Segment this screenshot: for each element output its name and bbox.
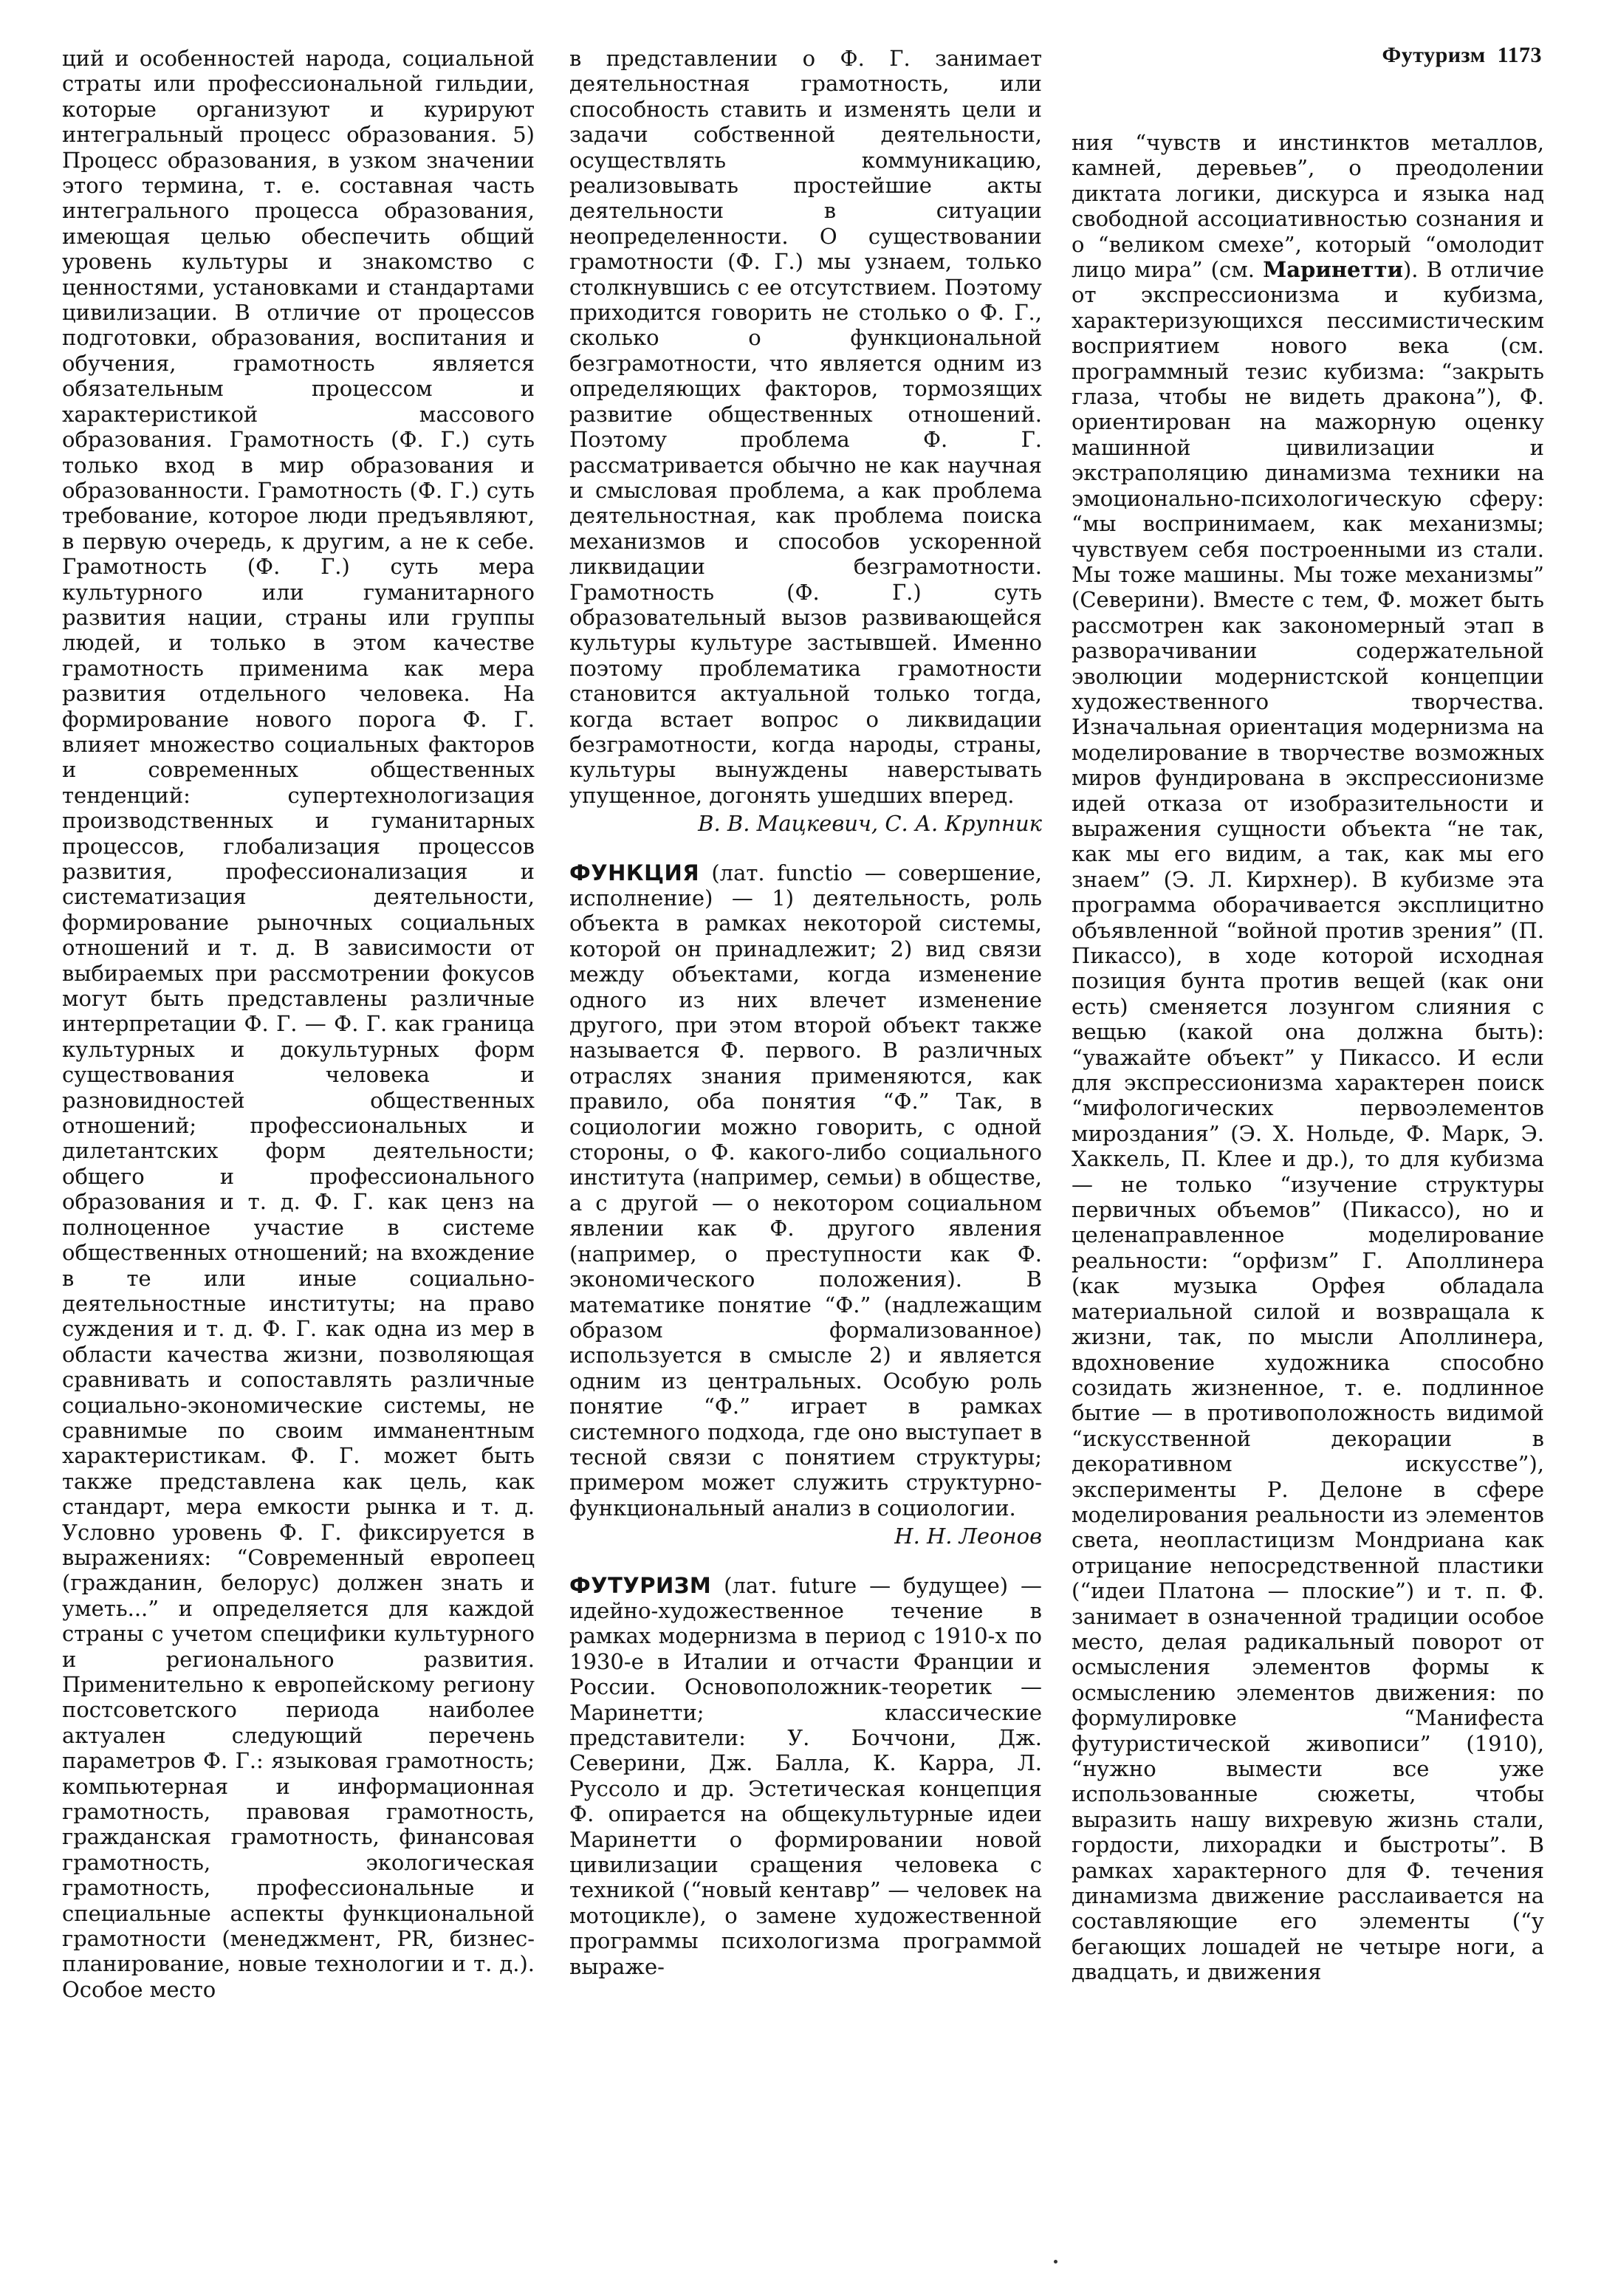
entry-text: ). В отличие от экспрессионизма и кубизма, характеризующихся пессимистическим восприятием нового века (см. программный тезис кубизма: “закрыть глаза, чтобы не видеть дракона”), Ф. ориентирован на мажорную оценку машинной цивилизации и экстраполяцию динамизма техники на эмоционально-психологическую сферу: “мы воспринимаем, как механизмы; чувствуем себя построенными из стали. Мы тоже машины. Мы тоже механизмы” (Северини). Вместе с тем, Ф. может быть рассмотрен как закономерный этап в разворачивании содержательной эволюции модернистской концепции художественного творчества. Изначальная ориентация модернизма на моделирование в творчестве возможных миров фундирована в экспрессионизме идей отказа от изобразительности и выражения сущности объекта “не так, как мы его видим, а так, как мы его знаем” (Э. Л. Кирхнер). В кубизме эта программа оборачивается эксплицитно объявленной “войной против зрения” (П. Пикассо), в ходе которой исходная позиция бунта против вещей (как они есть) сменяется лозунгом слияния с вещью (какой она должна быть): “уважайте объект” у Пикассо. И если для экспрессионизма характерен поиск “мифологических первоэлементов мироздания” (Э. Х. Нольде, Ф. Марк, Э. Хаккель, П. Клее и др.), то для кубизма — не только “изучение структуры первичных объемов” (Пикассо), но и целенаправленное моделирование реальности: “орфизм” Г. Аполлинера (как музыка Орфея обладала материальной силой и возвращала к жизни, так, по мысли Аполлинера, вдохновение художника способно созидать жизненное, т. е. подлинное бытие — в противоположность видимой “искусственной декорации в декоративном искусстве”), эксперименты Р. Делоне в сфере моделирования реальности из элементов света, неопластицизм Мондриана как отрицание непосредственной пластики (“идеи Платона — плоские”) и т. п. Ф. занимает в означенной традиции особое место, делая радикальный поворот от осмысления элементов формы к осмыслению элементов движения: по формулировке “Манифеста футуристической живописи” (1910), “нужно вымести все уже использованные сюжеты, чтобы выразить нашу вихревую жизнь стали, гордости, лихорадки и быстроты”. В рамках характерного для Ф. течения динамизма движение расслаивается на составляющие его элементы (“у бегающих лошадей не четыре ноги, а двадцать, и движения <box>1072 257 1544 1985</box>
entry-term: ФУТУРИЗМ <box>569 1572 712 1598</box>
entry-text: (лат. future — будущее) — идейно-художественное течение в рамках модернизма в период с 1910-х по 1930-е в Италии и отчасти Франции и России. Основоположник-теоретик — Маринетти; классические представители: У. Боччони, Дж. Северини, Дж. Балла, К. Карра, Л. Руссоло и др. Эстетическая концепция Ф. опирается на общекультурные идеи Маринетти о формировании новой цивилизации сращения человека с техникой (“новый кентавр” — человек на мотоцикле), о замене художественной программы психологизма программой выраже- <box>569 1572 1042 1979</box>
entry-term: ФУНКЦИЯ <box>569 860 700 885</box>
entry-futurizm <box>569 1573 1042 1980</box>
print-speck <box>1054 2260 1057 2264</box>
entry-funkciya <box>569 860 1042 1521</box>
column-2 <box>569 46 1042 1979</box>
paragraph-continuation: в представлении о Ф. Г. занимает деятельностная грамотность, или способность ставить и изменять цели и задачи собственной деятельности, осуществлять коммуникацию, реализовывать простейшие акты деятельности в ситуации неопределенности. О существовании грамотности (Ф. Г.) мы узнаем, только столкнувшись с ее отсутствием. Поэтому приходится говорить не столько о Ф. Г., сколько о функциональной безграмотности, что является одним из определяющих факторов, тормозящих развитие общественных отношений. Поэтому проблема Ф. Г. рассматривается обычно не как научная и смысловая проблема, а как проблема деятельностная, как проблема поиска механизмов и способов ускоренной ликвидации безграмотности. Грамотность (Ф. Г.) суть образовательный вызов развивающейся культуры культуре застывшей. Именно поэтому проблематика грамотности становится актуальной только тогда, когда встает вопрос о ликвидации безграмотности, когда народы, страны, культуры вынуждены наверстывать упущенное, догонять ушедших вперед. <box>569 46 1042 808</box>
column-1 <box>62 46 535 2002</box>
paragraph-continuation: ций и особенностей народа, социальной страты или профессиональной гильдии, которые организуют и курируют интегральный процесс образования. 5) Процесс образования, в узком значении этого термина, т. е. составная часть интегрального процесса образования, имеющая целью обеспечить общий уровень культуры и знакомство с ценностями, установками и стандартами цивилизации. В отличие от процессов подготовки, образования, воспитания и обучения, грамотность является обязательным процессом и характеристикой массового образования. Грамотность (Ф. Г.) суть только вход в мир образования и образованности. Грамотность (Ф. Г.) суть требование, которое люди предъявляют, в первую очередь, к другим, а не к себе. Грамотность (Ф. Г.) суть мера культурного или гуманитарного развития нации, страны или группы людей, и только в этом качестве грамотность применима как мера развития отдельного человека. На формирование нового порога Ф. Г. влияет множество социальных факторов и современных общественных тенденций: супертехнологизация производственных и гуманитарных процессов, глобализация процессов развития, профессионализация и систематизация деятельности, формирование рыночных социальных отношений и т. д. В зависимости от выбираемых при рассмотрении фокусов могут быть представлены различные интерпретации Ф. Г. — Ф. Г. как граница культурных и докультурных форм существования человека и разновидностей общественных отношений; профессиональных и дилетантских форм деятельности; общего и профессионального образования и т. д. Ф. Г. как ценз на полноценное участие в системе общественных отношений; на вхождение в те или иные социально-деятельностные институты; на право суждения и т. д. Ф. Г. как одна из мер в области качества жизни, позволяющая сравнивать и сопоставлять различные социально-экономические системы, не сравнимые по своим имманентным характеристикам. Ф. Г. может быть также представлена как цель, как стандарт, мера емкости рынка и т. д. Условно уровень Ф. Г. фиксируется в выражениях: “Современный европеец (гражданин, белорус) должен знать и уметь...” и определяется для каждой страны с учетом специфики культурного и регионального развития. Применительно к европейскому региону постсоветского периода наиболее актуален следующий перечень параметров Ф. Г.: языковая грамотность; компьютерная и информационная грамотность, правовая грамотность, гражданская грамотность, финансовая грамотность, экологическая грамотность, профессиональные и специальные аспекты функциональной грамотности (менеджмент, PR, бизнес-планирование, новые технологии и т. д.). Особое место <box>62 46 535 2002</box>
entry-text: ния “чувств и инстинктов металлов, камней, деревьев”, о преодолении диктата логики, дискурса и языка над свободной ассоциативностью сознания и о “великом смехе”, который “омолодит лицо мира” (см. <box>1072 130 1544 283</box>
running-head-title: Футуризм <box>1382 43 1486 67</box>
page-number: 1173 <box>1497 43 1542 67</box>
author-signature: Н. Н. Леонов <box>894 1524 1042 1549</box>
author-signature: В. В. Мацкевич, С. А. Крупник <box>698 811 1042 837</box>
cross-reference-marinetti: Маринетти <box>1263 257 1403 283</box>
entry-futurizm-continued <box>1072 130 1544 1985</box>
running-head <box>1382 43 1542 68</box>
column-3 <box>1072 130 1544 1985</box>
entry-text: (лат. functio — совершение, исполнение) — 1) деятельность, роль объекта в рамках некоторой системы, которой он принадлежит; 2) вид связи между объектами, когда изменение одного из них влечет изменение другого, при этом второй объект также называется Ф. первого. В различных отраслях знания применяются, как правило, оба понятия “Ф.” Так, в социологии можно говорить, с одной стороны, о Ф. какого-либо социального института (например, семьи) в обществе, а с другой — о некотором социальном явлении как Ф. другого явления (например, о преступности как Ф. экономического положения). В математике понятие “Ф.” (надлежащим образом формализованное) используется в смысле 2) и является одним из центральных. Особую роль понятие “Ф.” играет в рамках системного подхода, где оно выступает в тесной связи с понятием структуры; примером может служить структурно-функциональный анализ в социологии. <box>569 860 1042 1521</box>
